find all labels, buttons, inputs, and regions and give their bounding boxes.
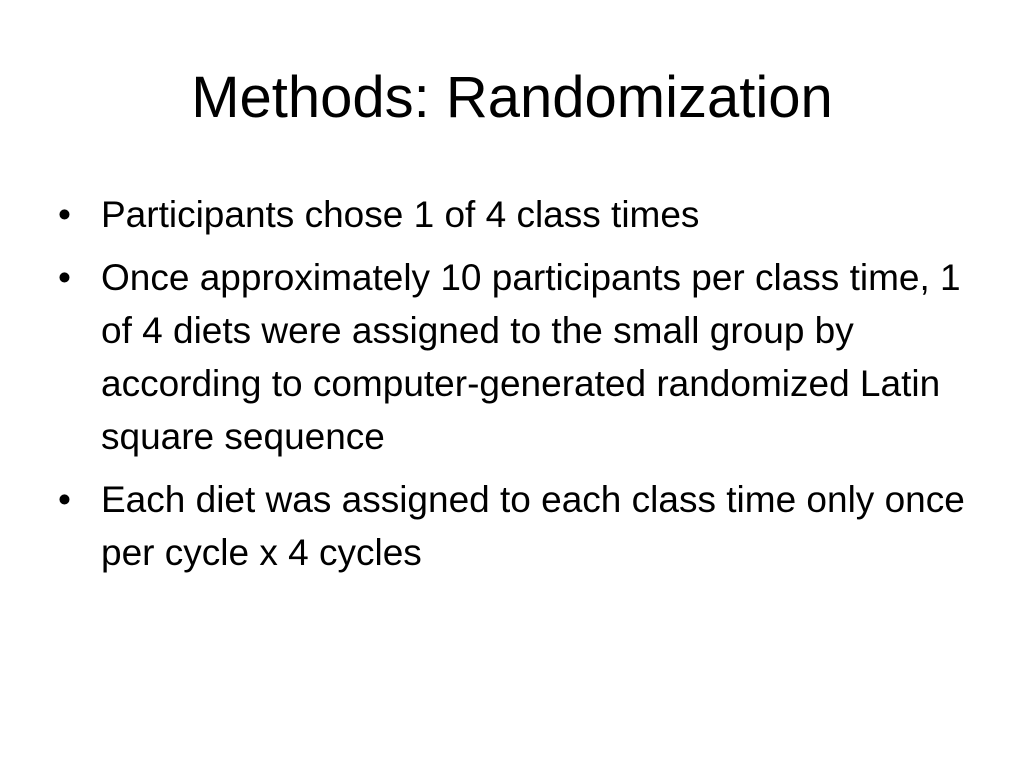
bullet-dot-icon: • — [58, 257, 71, 298]
bullet-text: Each diet was assigned to each class time only once per cycle x 4 cycles — [101, 479, 965, 573]
bullet-text: Once approximately 10 participants per class time, 1 of 4 diets were assigned to the small group by according to computer-generated randomized Latin square sequence — [101, 257, 961, 457]
bullet-dot-icon: • — [58, 479, 71, 520]
bullet-item — [58, 473, 978, 579]
bullet-item — [58, 251, 978, 463]
bullet-dot-icon: • — [58, 194, 71, 235]
slide-title: Methods: Randomization — [191, 65, 833, 130]
bullet-item — [58, 188, 978, 241]
bullet-list — [58, 188, 978, 589]
bullet-text: Participants chose 1 of 4 class times — [101, 194, 700, 235]
